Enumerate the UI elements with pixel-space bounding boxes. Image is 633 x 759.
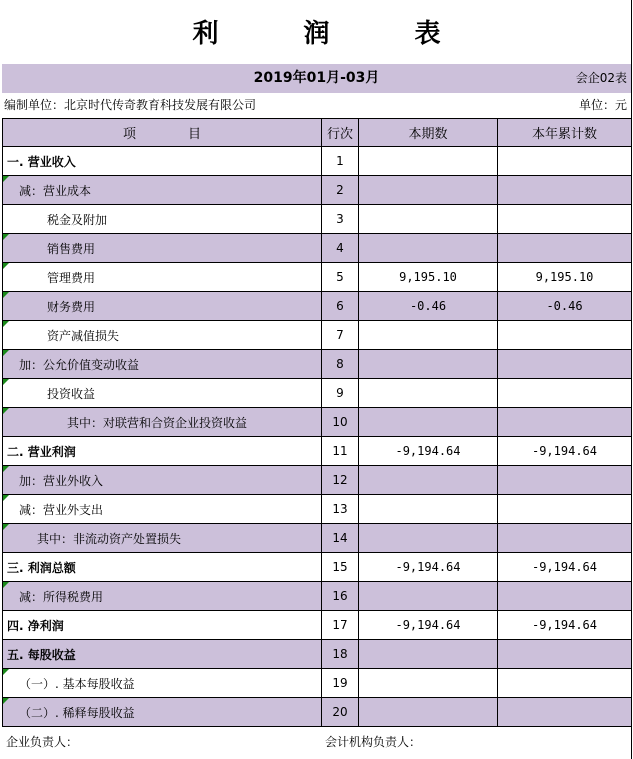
row-item-label-text: 加：营业外收入 [19,473,104,488]
cell-comment-marker-icon [3,495,9,501]
row-item-label[interactable] [3,698,322,727]
table-row [3,698,632,727]
row-line-number[interactable] [322,495,359,524]
row-line-number[interactable] [322,466,359,495]
row-line-number-text: 1 [336,154,344,168]
cell-comment-marker-icon [3,350,9,356]
row-ytd-amount-text: -9,194.64 [531,560,598,574]
row-ytd-amount[interactable] [498,698,632,727]
row-item-label[interactable] [3,437,322,466]
currency-unit: 单位：元 [578,98,627,112]
table-row [3,640,632,669]
row-line-number[interactable] [322,698,359,727]
row-current-amount[interactable] [359,292,498,321]
row-current-amount[interactable] [359,263,498,292]
row-ytd-amount[interactable] [498,379,632,408]
row-current-amount[interactable] [359,350,498,379]
row-line-number-text: 3 [336,212,344,226]
row-line-number[interactable] [322,350,359,379]
table-row [3,205,632,234]
row-line-number-text: 5 [336,270,344,284]
row-ytd-amount-text: -0.46 [546,299,583,313]
row-ytd-amount[interactable] [498,669,632,698]
row-item-label[interactable] [3,408,322,437]
row-line-number[interactable] [322,321,359,350]
row-line-number-text: 8 [336,357,344,371]
row-current-amount[interactable] [359,234,498,263]
income-statement-table [2,118,632,727]
cell-comment-marker-icon [3,698,9,704]
row-current-amount[interactable] [359,611,498,640]
row-line-number-text: 13 [332,502,348,516]
row-line-number-text: 7 [336,328,344,342]
row-ytd-amount[interactable] [498,582,632,611]
row-ytd-amount[interactable] [498,176,632,205]
row-current-amount[interactable] [359,176,498,205]
row-line-number-text: 2 [336,183,344,197]
row-line-number[interactable] [322,524,359,553]
row-line-number[interactable] [322,205,359,234]
row-line-number-text: 10 [332,415,348,429]
row-line-number-text: 20 [332,705,348,719]
row-current-amount-text: -9,194.64 [395,560,461,574]
header-line-no: 行次 [322,119,359,147]
row-line-number[interactable] [322,437,359,466]
row-item-label-text: 五. 每股收益 [7,647,76,662]
row-ytd-amount[interactable] [498,611,632,640]
table-row [3,611,632,640]
row-item-label-text: 四. 净利润 [7,618,64,633]
row-current-amount[interactable] [359,466,498,495]
row-ytd-amount[interactable] [498,205,632,234]
table-row [3,437,632,466]
row-line-number-text: 6 [336,299,344,313]
row-current-amount[interactable] [359,669,498,698]
row-current-amount-text: -0.46 [409,299,447,313]
row-item-label[interactable] [3,263,322,292]
row-current-amount[interactable] [359,205,498,234]
cell-comment-marker-icon [3,669,9,675]
row-line-number[interactable] [322,234,359,263]
row-current-amount[interactable] [359,698,498,727]
row-ytd-amount-text: 9,195.10 [535,270,594,284]
row-ytd-amount[interactable] [498,292,632,321]
row-item-label-text: 财务费用 [47,299,96,314]
row-item-label-text: 销售费用 [47,241,96,256]
row-item-label-text: 投资收益 [47,386,96,401]
row-item-label-text: 其中：对联营和合资企业投资收益 [67,415,248,430]
row-ytd-amount[interactable] [498,640,632,669]
table-row [3,379,632,408]
row-item-label-text: 减：所得税费用 [19,589,104,604]
row-line-number-text: 4 [336,241,344,255]
row-item-label-text: 加：公允价值变动收益 [19,357,140,372]
row-line-number[interactable] [322,582,359,611]
row-ytd-amount-text: -9,194.64 [531,444,598,458]
statement-title: 利 润 表 [192,19,479,49]
row-item-label[interactable] [3,379,322,408]
row-line-number-text: 15 [332,560,348,574]
table-row [3,495,632,524]
row-line-number-text: 9 [336,386,344,400]
row-line-number-text: 12 [332,473,348,487]
row-item-label[interactable] [3,640,322,669]
row-current-amount[interactable] [359,379,498,408]
row-item-label[interactable] [3,234,322,263]
row-current-amount[interactable] [359,147,498,176]
row-item-label-text: 其中：非流动资产处置损失 [37,531,182,546]
table-header-row [3,119,632,147]
row-item-label[interactable] [3,466,322,495]
table-row [3,176,632,205]
row-item-label[interactable] [3,147,322,176]
header-year-to-date: 本年累计数 [498,119,632,147]
period-bar [2,64,631,93]
cell-comment-marker-icon [3,176,9,182]
row-item-label-text: 三. 利润总额 [7,560,76,575]
table-row [3,524,632,553]
row-line-number[interactable] [322,640,359,669]
cell-comment-marker-icon [3,524,9,530]
row-item-label[interactable] [3,669,322,698]
row-item-label-text: 减：营业成本 [19,183,92,198]
row-ytd-amount[interactable] [498,437,632,466]
row-line-number-text: 19 [332,676,348,690]
cell-comment-marker-icon [3,234,9,240]
row-line-number[interactable] [322,263,359,292]
cell-comment-marker-icon [3,263,9,269]
row-item-label[interactable] [3,205,322,234]
row-line-number[interactable] [322,611,359,640]
row-item-label-text: 二. 营业利润 [7,444,76,459]
row-ytd-amount[interactable] [498,553,632,582]
row-current-amount[interactable] [359,495,498,524]
row-ytd-amount[interactable] [498,321,632,350]
row-ytd-amount[interactable] [498,495,632,524]
row-item-label[interactable] [3,495,322,524]
row-ytd-amount[interactable] [498,263,632,292]
table-row [3,292,632,321]
row-current-amount-text: 9,195.10 [399,270,457,284]
header-current-period: 本期数 [359,119,498,147]
row-line-number-text: 16 [332,589,348,603]
row-ytd-amount[interactable] [498,524,632,553]
row-item-label[interactable] [3,582,322,611]
table-row [3,321,632,350]
header-item: 项 目 [3,119,322,147]
sheet-right-border [631,0,632,759]
table-row [3,234,632,263]
row-current-amount[interactable] [359,321,498,350]
row-line-number[interactable] [322,553,359,582]
row-line-number[interactable] [322,292,359,321]
row-ytd-amount-text: -9,194.64 [531,618,598,632]
row-current-amount[interactable] [359,524,498,553]
cell-comment-marker-icon [3,321,9,327]
row-item-label[interactable] [3,176,322,205]
row-line-number[interactable] [322,408,359,437]
row-line-number[interactable] [322,147,359,176]
row-current-amount[interactable] [359,640,498,669]
form-code: 会企02表 [575,71,627,85]
row-line-number-text: 17 [332,618,348,632]
reporting-period: 2019年01月-03月 [253,70,380,86]
row-current-amount[interactable] [359,437,498,466]
row-item-label-text: 税金及附加 [47,212,108,227]
row-line-number-text: 11 [332,444,348,458]
table-row [3,466,632,495]
table-row [3,582,632,611]
row-line-number-text: 14 [332,531,348,545]
cell-comment-marker-icon [3,408,9,414]
row-ytd-amount[interactable] [498,234,632,263]
row-item-label[interactable] [3,292,322,321]
row-ytd-amount[interactable] [498,350,632,379]
row-ytd-amount[interactable] [498,147,632,176]
row-line-number[interactable] [322,176,359,205]
row-current-amount[interactable] [359,582,498,611]
row-item-label-text: 一. 营业收入 [7,154,76,169]
cell-comment-marker-icon [3,466,9,472]
accounting-head-signature: 会计机构负责人： [325,735,422,749]
row-line-number-text: 18 [332,647,348,661]
table-row [3,263,632,292]
row-item-label-text: 管理费用 [47,270,96,285]
row-ytd-amount[interactable] [498,408,632,437]
row-current-amount-text: -9,194.64 [395,618,461,632]
row-item-label[interactable] [3,321,322,350]
row-item-label-text: 资产减值损失 [47,328,120,343]
row-ytd-amount[interactable] [498,466,632,495]
table-row [3,408,632,437]
cell-comment-marker-icon [3,292,9,298]
row-current-amount[interactable] [359,553,498,582]
table-row [3,147,632,176]
row-item-label[interactable] [3,611,322,640]
cell-comment-marker-icon [3,582,9,588]
company-name: 编制单位：北京时代传奇教育科技发展有限公司 [4,98,257,112]
row-current-amount[interactable] [359,408,498,437]
table-row [3,350,632,379]
row-item-label[interactable] [3,553,322,582]
info-row [2,93,631,118]
row-item-label[interactable] [3,350,322,379]
row-item-label-text: 减：营业外支出 [19,502,104,517]
row-line-number[interactable] [322,669,359,698]
row-current-amount-text: -9,194.64 [395,444,461,458]
row-line-number[interactable] [322,379,359,408]
row-item-label-text: （一）. 基本每股收益 [19,676,135,691]
cell-comment-marker-icon [3,379,9,385]
table-row [3,669,632,698]
row-item-label-text: （二）. 稀释每股收益 [19,705,135,720]
table-row [3,553,632,582]
enterprise-head-signature: 企业负责人： [6,735,79,749]
row-item-label[interactable] [3,524,322,553]
